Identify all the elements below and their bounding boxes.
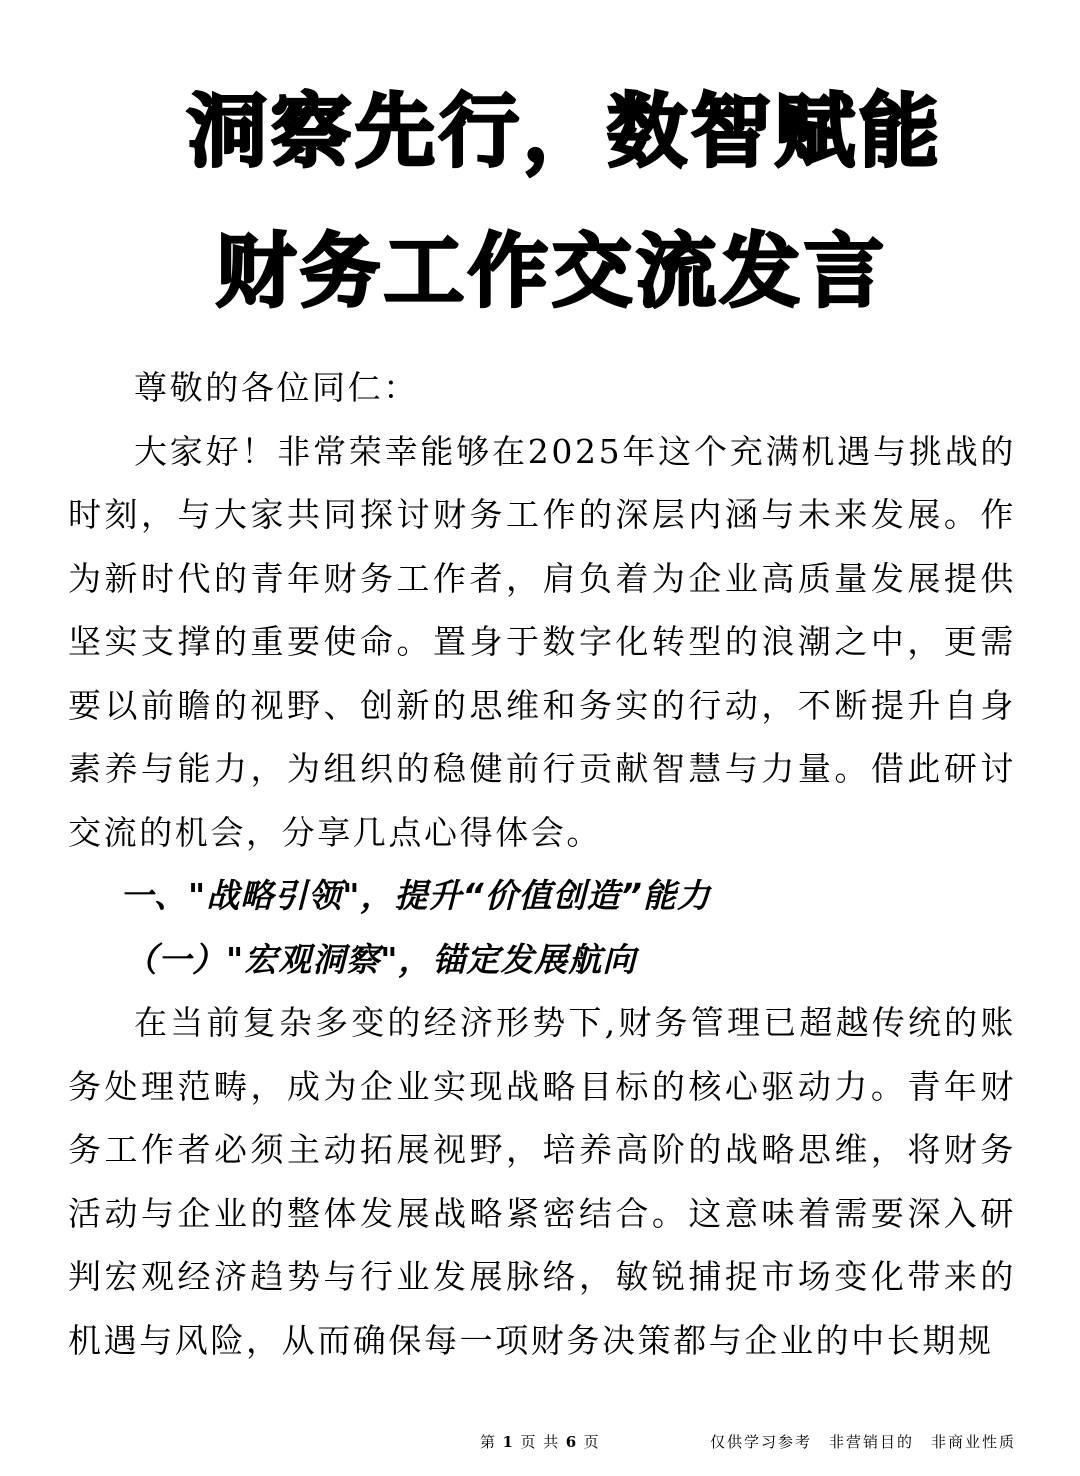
intro-paragraph: 大家好！非常荣幸能够在2025年这个充满机遇与挑战的时刻，与大家共同探讨财务工作的深层内涵与未来发展。作为新时代的青年财务工作者，肩负着为企业高质量发展提供坚实支撑的重要使命。置身于数字化转型的浪潮之中，更需要以前瞻的视野、创新的思维和务实的行动，不断提升自身素养与能力，为组织的稳健前行贡献智慧与力量。借此研讨交流的机会，分享几点心得体会。 — [68, 431, 1016, 852]
section-heading-1: 一、"战略引领"，提升“价值创造”能力 — [120, 876, 711, 915]
page-middle: 页 共 — [520, 1433, 560, 1451]
page-number — [480, 1432, 600, 1452]
salutation: 尊敬的各位同仁： — [134, 368, 419, 407]
document-title-line1: 洞察先行，数智赋能 — [187, 85, 943, 178]
current-page: 1 — [502, 1433, 515, 1451]
body-paragraph: 在当前复杂多变的经济形势下,财务管理已超越传统的账务处理范畴，成为企业实现战略目标的核心驱动力。青年财务工作者必须主动拓展视野，培养高阶的战略思维，将财务活动与企业的整体发展战略紧密结合。这意味着需要深入研判宏观经济趋势与行业发展脉络，敏锐捕捉市场变化带来的机遇与风险，从而确保每一项财务决策都与企业的中长期规 — [68, 1003, 1016, 1360]
document-title-line2: 财务工作交流发言 — [216, 225, 888, 318]
total-pages: 6 — [565, 1433, 578, 1451]
page-prefix: 第 — [480, 1433, 497, 1451]
footer-disclaimer: 仅供学习参考 非营销目的 非商业性质 — [709, 1433, 1016, 1451]
page-suffix: 页 — [583, 1433, 601, 1451]
subsection-heading-1-1: （一）"宏观洞察"，锚定发展航向 — [124, 939, 637, 979]
document-body — [68, 356, 1016, 1372]
